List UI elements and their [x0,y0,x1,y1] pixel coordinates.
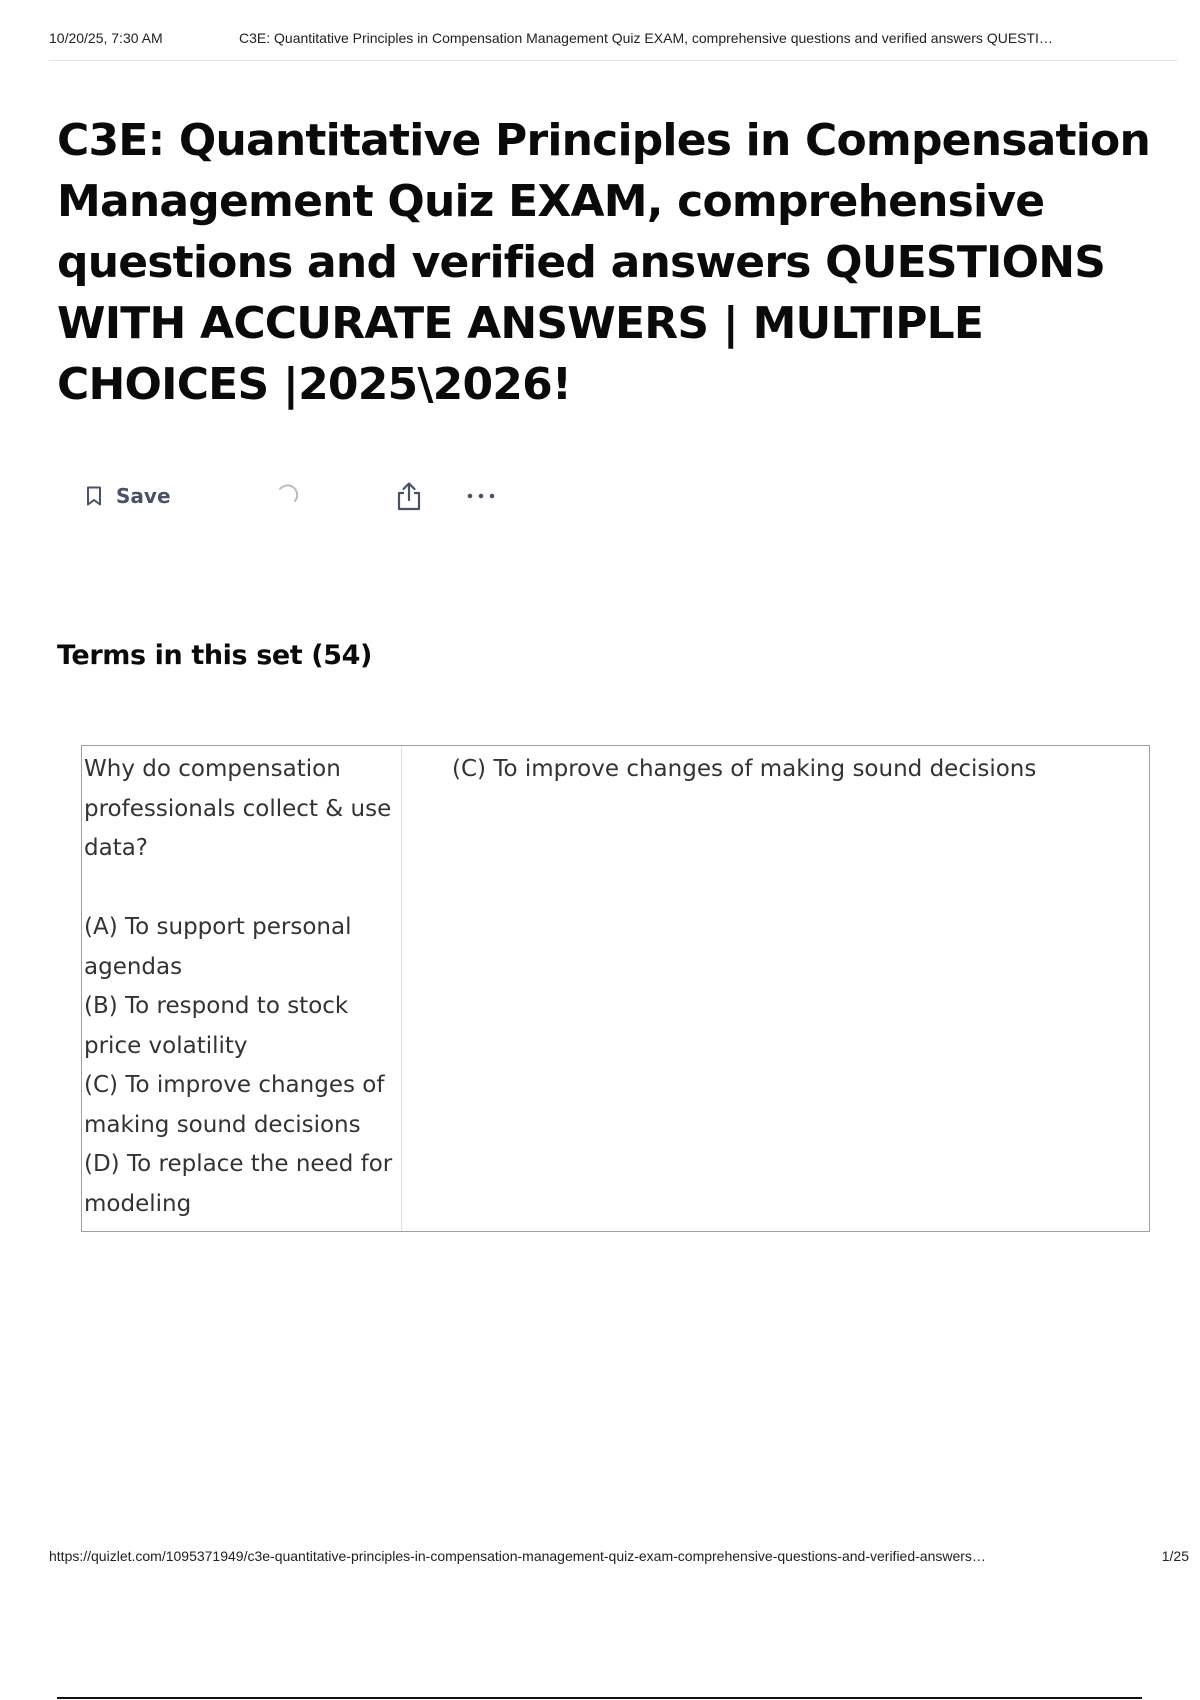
bottom-divider [57,1697,1142,1699]
term-card [81,745,1150,1232]
term-text: Why do compensation professionals collect & use data? (A) To support personal agendas (B) To respond to stock price volatility (C) To improve changes of making sound decisions (D) To replace the need for modeling [82,746,402,1231]
terms-heading: Terms in this set (54) [57,640,372,671]
page-number: 1/25 [1161,1548,1189,1564]
loading-spinner-icon [276,478,300,514]
page-title: C3E: Quantitative Principles in Compensation Management Quiz EXAM, comprehensive questions and verified answers QUESTIONS WITH ACCURATE ANSWERS | MULTIPLE CHOICES |2025\2026! [57,115,1150,410]
more-options-button[interactable] [466,478,496,514]
save-button[interactable] [86,478,171,514]
print-header [49,30,1177,61]
share-button[interactable] [396,478,422,514]
print-date: 10/20/25, 7:30 AM [49,30,163,46]
print-page-title: C3E: Quantitative Principles in Compensation Management Quiz EXAM, comprehensive questions and verified answers QUESTI… [239,30,1053,46]
save-label: Save [116,484,171,508]
bookmark-icon [86,486,102,506]
print-footer [49,1548,1189,1564]
share-icon [396,481,422,511]
set-toolbar [86,478,606,514]
definition-text: (C) To improve changes of making sound decisions [452,756,1037,782]
print-url: https://quizlet.com/1095371949/c3e-quantitative-principles-in-compensation-management-quiz-exam-comprehensive-questions-and-verified-answers… [49,1548,986,1564]
more-icon [466,492,496,500]
